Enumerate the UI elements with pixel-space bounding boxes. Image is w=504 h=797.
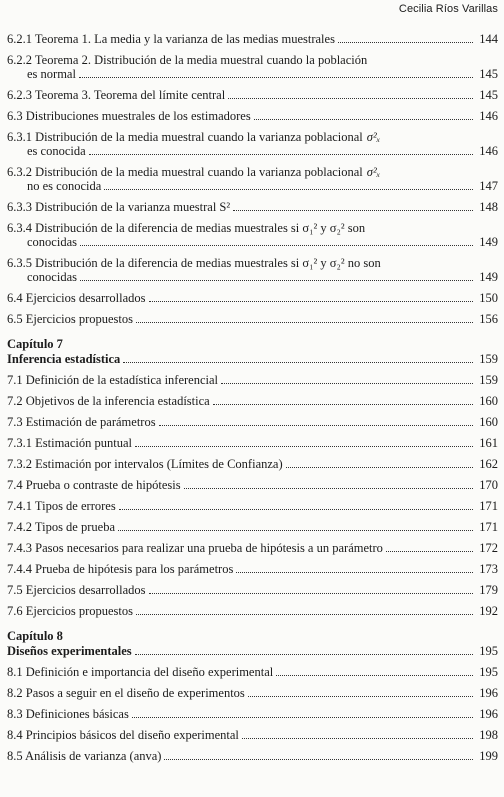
- toc-page: 145: [479, 67, 498, 81]
- leader-dots: [233, 209, 473, 211]
- toc-page: 148: [479, 200, 498, 214]
- leader-dots: [149, 300, 474, 302]
- chapter-title: Inferencia estadística: [7, 352, 121, 366]
- toc-page: 195: [479, 644, 498, 658]
- toc-entry: [7, 541, 498, 555]
- toc-label: 7.4 Prueba o contraste de hipótesis: [7, 478, 181, 492]
- toc-entry: [7, 520, 498, 534]
- leader-dots: [386, 550, 473, 552]
- leader-dots: [338, 41, 473, 43]
- toc-label: 7.6 Ejercicios propuestos: [7, 604, 134, 618]
- toc-label: 7.4.2 Tipos de prueba: [7, 520, 115, 534]
- toc-entry: [7, 394, 498, 408]
- toc-page: 150: [479, 291, 498, 305]
- toc-label: 6.3.3 Distribución de la varianza muestral S²: [7, 200, 231, 214]
- toc-label: 7.5 Ejercicios desarrollados: [7, 583, 146, 597]
- leader-dots: [221, 382, 473, 384]
- toc-entry: [7, 88, 498, 102]
- toc-page: 172: [479, 541, 498, 555]
- toc-label: 7.3.1 Estimación puntual: [7, 436, 132, 450]
- toc-page: 149: [479, 270, 498, 284]
- leader-dots: [79, 76, 473, 78]
- toc-page: 196: [479, 707, 498, 721]
- table-of-contents: [7, 32, 498, 770]
- leader-dots: [136, 613, 473, 615]
- toc-page: 171: [479, 520, 498, 534]
- toc-page: 198: [479, 728, 498, 742]
- toc-label: 7.4.1 Tipos de errores: [7, 499, 116, 513]
- toc-page: 146: [479, 144, 498, 158]
- toc-label-continued: conocidas: [27, 235, 77, 249]
- toc-label: 8.3 Definiciones básicas: [7, 707, 129, 721]
- leader-dots: [135, 653, 473, 655]
- leader-dots: [80, 244, 473, 246]
- toc-page: 159: [479, 352, 498, 366]
- leader-dots: [135, 445, 473, 447]
- chapter-heading: Capítulo 7: [7, 337, 63, 351]
- leader-dots: [149, 592, 474, 594]
- leader-dots: [159, 424, 473, 426]
- leader-dots: [118, 529, 473, 531]
- toc-entry: [7, 256, 498, 284]
- toc-entry: [7, 457, 498, 471]
- toc-entry: [7, 707, 498, 721]
- toc-label: 7.4.4 Prueba de hipótesis para los parámetros: [7, 562, 234, 576]
- toc-entry: [7, 583, 498, 597]
- toc-page: 159: [479, 373, 498, 387]
- toc-page: 161: [479, 436, 498, 450]
- leader-dots: [213, 403, 473, 405]
- toc-entry: [7, 562, 498, 576]
- toc-page: 195: [479, 665, 498, 679]
- toc-label: 6.2.3 Teorema 3. Teorema del límite central: [7, 88, 226, 102]
- leader-dots: [254, 118, 473, 120]
- toc-entry: [7, 749, 498, 763]
- toc-label: 6.3 Distribuciones muestrales de los estimadores: [7, 109, 251, 123]
- chapter-heading: Capítulo 8: [7, 629, 63, 643]
- toc-entry: [7, 109, 498, 123]
- leader-dots: [164, 758, 473, 760]
- toc-entry: [7, 221, 498, 249]
- toc-label: 6.2.2 Teorema 2. Distribución de la media muestral cuando la población: [7, 53, 368, 67]
- toc-label: 7.1 Definición de la estadística inferencial: [7, 373, 219, 387]
- chapter7-entries: [7, 373, 498, 618]
- toc-page: 170: [479, 478, 498, 492]
- toc-label-continued: no es conocida: [27, 179, 102, 193]
- toc-entry: [7, 200, 498, 214]
- toc-entry: [7, 32, 498, 46]
- toc-entry: [7, 415, 498, 429]
- toc-label: 6.2.1 Teorema 1. La media y la varianza de las medias muestrales: [7, 32, 335, 46]
- toc-label: 6.5 Ejercicios propuestos: [7, 312, 134, 326]
- toc-page: 171: [479, 499, 498, 513]
- toc-entry: [7, 312, 498, 326]
- toc-entry: [7, 373, 498, 387]
- toc-label: 6.3.2 Distribución de la media muestral cuando la varianza poblacional: [7, 165, 363, 179]
- toc-page: 160: [479, 394, 498, 408]
- toc-entry: [7, 665, 498, 679]
- chapter-title: Diseños experimentales: [7, 644, 132, 658]
- toc-label: 6.3.5 Distribución de la diferencia de medias muestrales si σ₁² y σ₂² no son: [7, 256, 381, 270]
- toc-label-continued: es normal: [27, 67, 76, 81]
- leader-dots: [119, 508, 473, 510]
- toc-page: 160: [479, 415, 498, 429]
- toc-page: 156: [479, 312, 498, 326]
- toc-label: 8.1 Definición e importancia del diseño experimental: [7, 665, 274, 679]
- toc-page: 145: [479, 88, 498, 102]
- leader-dots: [276, 674, 473, 676]
- leader-dots: [228, 97, 473, 99]
- toc-page: 144: [479, 32, 498, 46]
- toc-entry: [7, 478, 498, 492]
- leader-dots: [132, 716, 473, 718]
- leader-dots: [104, 188, 473, 190]
- toc-label-continued: es conocida: [27, 144, 86, 158]
- leader-dots: [236, 571, 473, 573]
- toc-entry: [7, 53, 498, 81]
- toc-page: 149: [479, 235, 498, 249]
- toc-label: 7.4.3 Pasos necesarios para realizar una prueba de hipótesis a un parámetro: [7, 541, 383, 555]
- leader-dots: [248, 695, 473, 697]
- toc-label-continued: conocidas: [27, 270, 77, 284]
- toc-label: 8.5 Análisis de varianza (anva): [7, 749, 162, 763]
- leader-dots: [136, 321, 473, 323]
- toc-entry: [7, 686, 498, 700]
- toc-label: 8.2 Pasos a seguir en el diseño de experimentos: [7, 686, 245, 700]
- toc-label: 8.4 Principios básicos del diseño experimental: [7, 728, 239, 742]
- toc-page: 192: [479, 604, 498, 618]
- toc-page: 196: [479, 686, 498, 700]
- toc-page: 173: [479, 562, 498, 576]
- leader-dots: [89, 153, 473, 155]
- chapter8-entries: [7, 665, 498, 763]
- sigma-symbol: σ²ₓ: [366, 165, 381, 179]
- toc-page: 199: [479, 749, 498, 763]
- toc-label: 7.3 Estimación de parámetros: [7, 415, 156, 429]
- toc-label: 6.3.4 Distribución de la diferencia de medias muestrales si σ₁² y σ₂² son: [7, 221, 366, 235]
- toc-entry: [7, 291, 498, 305]
- toc-page: 162: [479, 457, 498, 471]
- leader-dots: [184, 487, 473, 489]
- toc-page: 179: [479, 583, 498, 597]
- sigma-symbol: σ²ₓ: [366, 130, 381, 144]
- toc-label: 7.2 Objetivos de la inferencia estadística: [7, 394, 210, 408]
- toc-entry: [7, 604, 498, 618]
- toc-entry: [7, 499, 498, 513]
- leader-dots: [286, 466, 473, 468]
- leader-dots: [80, 279, 473, 281]
- toc-label: 7.3.2 Estimación por intervalos (Límites de Confianza): [7, 457, 283, 471]
- chapter-title-entry: [7, 644, 498, 658]
- running-header: Cecilia Ríos Varillas: [398, 3, 498, 15]
- toc-label: 6.3.1 Distribución de la media muestral cuando la varianza poblacional: [7, 130, 363, 144]
- toc-label: 6.4 Ejercicios desarrollados: [7, 291, 146, 305]
- toc-entry: [7, 728, 498, 742]
- toc-entry: [7, 436, 498, 450]
- leader-dots: [123, 361, 473, 363]
- toc-page: 146: [479, 109, 498, 123]
- toc-page: 147: [479, 179, 498, 193]
- toc-entry: [7, 165, 498, 193]
- chapter-title-entry: [7, 352, 498, 366]
- leader-dots: [242, 737, 473, 739]
- toc-entry: [7, 130, 498, 158]
